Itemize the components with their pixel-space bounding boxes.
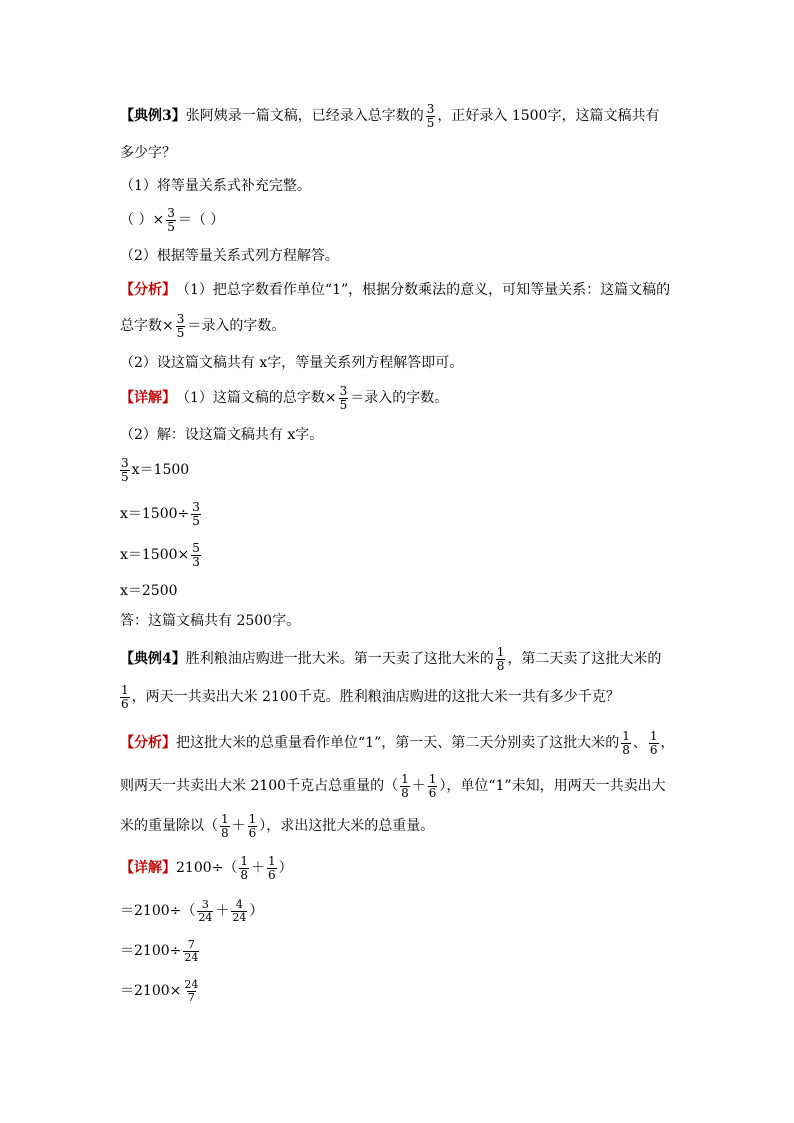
ex4-analysis-1 — [120, 728, 675, 757]
fraction-3-5: $\frac{3}{5}$ — [121, 455, 129, 484]
ex4-analysis-3 — [120, 811, 435, 840]
analysis-label: 【分析】 — [120, 735, 176, 751]
fraction-1-8: $\frac{1}{8}$ — [496, 644, 505, 673]
blank-left: （ ）× — [120, 212, 165, 228]
fraction-7-24: $\frac{7}{24}$ — [184, 937, 199, 964]
blank-right: ＝（ ） — [177, 212, 225, 228]
ex3-eq-4 — [120, 583, 178, 599]
fraction-1-6: $\frac{1}{6}$ — [428, 771, 437, 800]
step-1-text-a: ＝2100÷（ — [120, 903, 196, 919]
step-3-text: ＝2100× — [120, 983, 182, 999]
ex3-q2-text: （2）根据等量关系式列方程解答。 — [120, 248, 339, 264]
ex3-text-1b: ，正好录入 1500字，这篇文稿共有 — [437, 108, 660, 124]
eq-3-text: x＝1500× — [120, 547, 190, 563]
fraction-1-6: $\frac{1}{6}$ — [248, 811, 257, 840]
ex4-line1 — [120, 644, 662, 673]
fraction-4-24: $\frac{4}{24}$ — [232, 897, 247, 924]
detail-text-1b: ＝录入的字数。 — [350, 390, 449, 406]
ex4-text-1b: ，第二天卖了这批大米的 — [507, 651, 662, 667]
analysis-text-2a: 则两天一共卖出大米 2100千克占总重量的（ — [120, 778, 399, 794]
ex4-step-2 — [120, 937, 201, 964]
analysis-text-2a: 总字数× — [120, 318, 174, 334]
plus-sign: ＋ — [215, 903, 230, 919]
ex3-detail-2 — [120, 427, 323, 443]
ex3-answer — [120, 613, 300, 629]
answer-text: 答：这篇文稿共有 2500字。 — [120, 613, 301, 629]
fraction-3-24: $\frac{3}{24}$ — [198, 897, 213, 924]
ex4-analysis-2 — [120, 771, 666, 800]
detail-text-1a: 2100÷（ — [176, 860, 238, 876]
step-1-text-b: ） — [249, 903, 264, 919]
fraction-1-8: $\frac{1}{8}$ — [622, 728, 630, 757]
ex3-q1 — [120, 178, 311, 194]
analysis-text-3: （2）设这篇文稿共有 x字，等量关系列方程解答即可。 — [120, 355, 464, 371]
separator: 、 — [632, 735, 647, 751]
fraction-3-5: $\frac{3}{5}$ — [192, 499, 200, 528]
ex4-line2 — [118, 682, 620, 711]
analysis-text-3b: ），求出这批大米的总重量。 — [259, 818, 435, 834]
fraction-3-5: $\frac{3}{5}$ — [339, 383, 348, 412]
analysis-text-3a: 米的重量除以（ — [120, 818, 218, 834]
analysis-label: 【分析】 — [120, 282, 176, 298]
step-2-text: ＝2100÷ — [120, 943, 182, 959]
fraction-1-8: $\frac{1}{8}$ — [221, 811, 229, 840]
fraction-1-6: $\frac{1}{6}$ — [649, 728, 658, 757]
ex3-label: 【典例3】 — [120, 108, 186, 124]
analysis-text-1: （1）把总字数看作单位“1”，根据分数乘法的意义，可知等量关系：这篇文稿的 — [176, 282, 671, 298]
detail-text-2: （2）解：设这篇文稿共有 x字。 — [120, 427, 324, 443]
analysis-text-2b: ），单位“1”未知，用两天一共卖出大 — [439, 778, 666, 794]
fraction-3-5: $\frac{3}{5}$ — [426, 101, 435, 130]
ex3-detail-1 — [120, 383, 449, 412]
ex3-blank-equation — [120, 205, 225, 234]
ex4-text-1a: 胜利粮油店购进一批大米。第一天卖了这批大米的 — [185, 651, 494, 667]
plus-sign: ＋ — [411, 778, 426, 794]
plus-sign: ＋ — [231, 818, 246, 834]
fraction-5-3: $\frac{5}{3}$ — [192, 540, 200, 569]
fraction-24-7: $\frac{24}{7}$ — [184, 977, 199, 1004]
analysis-text-2b: ＝录入的字数。 — [187, 318, 286, 334]
ex3-analysis-3 — [120, 355, 463, 371]
ex3-eq-2 — [120, 499, 203, 528]
ex3-text-2: 多少字？ — [120, 145, 176, 161]
fraction-1-8: $\frac{1}{8}$ — [401, 771, 409, 800]
ex4-step-1 — [120, 897, 264, 924]
fraction-1-6: $\frac{1}{6}$ — [268, 853, 276, 882]
comma: ， — [660, 735, 675, 751]
fraction-1-8: $\frac{1}{8}$ — [240, 853, 248, 882]
ex4-step-3 — [120, 977, 201, 1004]
analysis-text-1a: 把这批大米的总重量看作单位“1”，第一天、第二天分别卖了这批大米的 — [176, 735, 620, 751]
detail-text-1a: （1）这篇文稿的总字数× — [176, 390, 337, 406]
ex3-line1 — [120, 101, 660, 130]
ex3-eq-3 — [120, 540, 203, 569]
ex4-text-2b: ，两天一共卖出大米 2100千克。胜利粮油店购进的这批大米一共有多少千克？ — [131, 689, 620, 705]
plus-sign: ＋ — [251, 860, 265, 876]
ex4-label: 【典例4】 — [120, 651, 186, 667]
eq-2-text: x＝1500÷ — [120, 506, 190, 522]
ex3-analysis-2 — [120, 311, 286, 340]
detail-label: 【详解】 — [120, 860, 176, 876]
ex3-q2 — [120, 248, 339, 264]
ex3-line2 — [120, 145, 176, 161]
ex3-analysis-1 — [120, 282, 670, 298]
detail-label: 【详解】 — [120, 390, 176, 406]
fraction-3-5: $\frac{3}{5}$ — [167, 205, 175, 234]
ex3-text-1a: 张阿姨录一篇文稿，已经录入总字数的 — [185, 108, 424, 124]
ex3-q1-text: （1）将等量关系式补充完整。 — [120, 178, 311, 194]
fraction-3-5: $\frac{3}{5}$ — [176, 311, 185, 340]
ex4-detail-1 — [120, 853, 293, 882]
detail-text-1b: ） — [278, 860, 293, 876]
eq-4-text: x＝2500 — [120, 583, 178, 599]
ex3-eq-1 — [118, 455, 190, 484]
eq-1-text: x＝1500 — [131, 462, 190, 478]
fraction-1-6: $\frac{1}{6}$ — [121, 682, 129, 711]
